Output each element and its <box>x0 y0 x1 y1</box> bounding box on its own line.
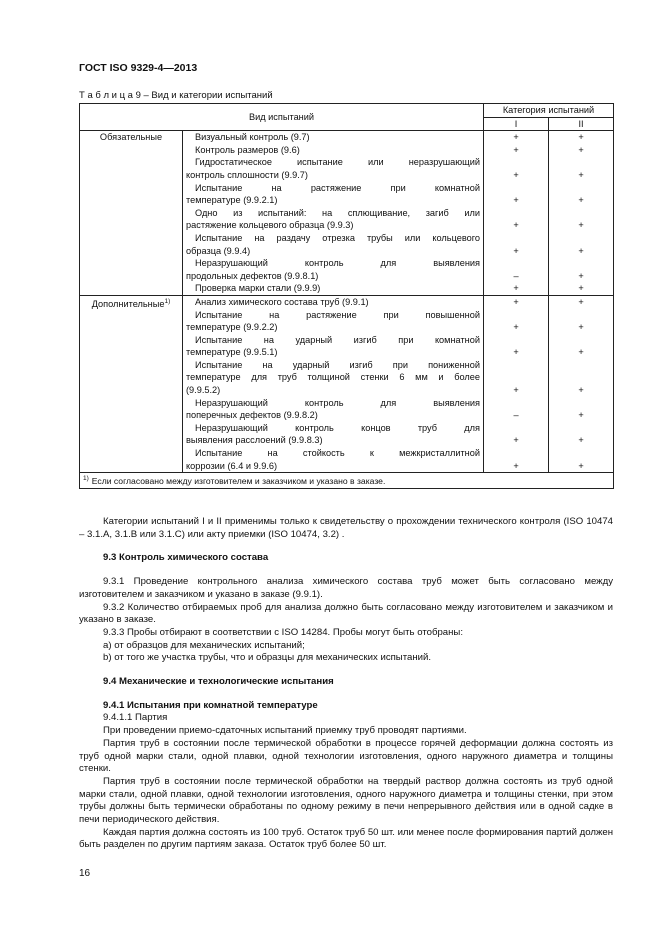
category-1-mark: – <box>484 257 549 282</box>
footnote-row <box>80 473 614 489</box>
test-description-line: Неразрушающий контроль для выявления <box>195 258 480 269</box>
table-row <box>80 295 614 308</box>
test-description-line: Испытание на стойкость к межкристаллитной <box>195 448 480 459</box>
test-description-line: температуре для труб толщиной стенки 6 мм и более <box>186 372 480 383</box>
list-item-b: b) от того же участка трубы, что и образцы для механических испытаний. <box>103 652 432 664</box>
category-2-mark: + <box>549 422 614 447</box>
test-description <box>183 144 484 157</box>
table-header-row-1 <box>80 104 614 118</box>
test-description-line: Анализ химического состава труб (9.9.1) <box>195 296 369 307</box>
tests-table-body <box>80 104 614 489</box>
paragraph-lot-size: Каждая партия должна состоять из 100 труб. Остаток труб 50 шт. или менее после формирования партий должен быть разделен по другим партиям заказа. Остаток труб более 50 шт. <box>79 826 613 851</box>
category-2-mark: + <box>549 182 614 207</box>
category-2-mark: + <box>549 257 614 282</box>
category-1-mark: + <box>484 156 549 181</box>
footnote-text: Если согласовано между изготовителем и заказчиком и указано в заказе. <box>91 476 386 487</box>
category-1-mark: + <box>484 182 549 207</box>
category-1-mark: + <box>484 447 549 473</box>
category-1-mark: – <box>484 397 549 422</box>
test-description <box>183 359 484 397</box>
col-header-category: Категория испытаний <box>484 104 614 118</box>
category-2-mark: + <box>549 447 614 473</box>
section-heading-9-4-1: 9.4.1 Испытания при комнатной температуре <box>103 699 318 711</box>
footnote-mark: 1) <box>83 475 89 483</box>
test-description-line: Неразрушающий контроль концов труб для <box>195 422 480 433</box>
paragraph-9-3-2: 9.3.2 Количество отбираемых проб для анализа должно быть согласовано между изготовителем и заказчиком и указано в заказе. <box>79 601 613 626</box>
category-2-mark: + <box>549 232 614 257</box>
category-2-mark: + <box>549 334 614 359</box>
test-description-line: Контроль размеров (9.6) <box>195 144 300 155</box>
test-description-line: образца (9.9.4) <box>186 245 251 256</box>
category-2-mark: + <box>549 309 614 334</box>
section-heading-9-4: 9.4 Механические и технологические испытания <box>103 676 334 688</box>
table-row <box>80 131 614 144</box>
col-header-cat-2: II <box>549 117 614 131</box>
paragraph-lots: При проведении приемо-сдаточных испытаний приемку труб проводят партиями. <box>103 725 467 737</box>
paragraph-categories: Категории испытаний I и II применимы только к свидетельству о прохождении технического контроля (ISO 10474 – 3.1.А, 3.1.B или 3.1.C) или акту приемки (ISO 10474, 3.2) . <box>79 516 613 540</box>
test-description-line: растяжение кольцевого образца (9.9.3) <box>186 220 354 231</box>
test-description-line: температуре (9.9.2.2) <box>186 322 278 333</box>
test-description-line: Неразрушающий контроль для выявления <box>195 397 480 408</box>
category-2-mark: + <box>549 295 614 308</box>
page-number: 16 <box>79 868 91 879</box>
category-2-mark: + <box>549 144 614 157</box>
group-label-text: Обязательные <box>99 132 163 143</box>
test-description-line: температуре (9.9.2.1) <box>186 195 278 206</box>
footnote-ref: 1) <box>164 297 171 305</box>
test-description <box>183 447 484 473</box>
col-header-type: Вид испытаний <box>80 104 484 131</box>
test-description-line: температуре (9.9.5.1) <box>186 347 278 358</box>
category-1-mark: + <box>484 295 549 308</box>
list-item-a: a) от образцов для механических испытаний; <box>103 639 305 651</box>
category-1-mark: + <box>484 232 549 257</box>
category-1-mark: + <box>484 422 549 447</box>
test-description <box>183 131 484 144</box>
tests-table <box>79 103 614 489</box>
test-description-line: Проверка марки стали (9.9.9) <box>195 283 321 294</box>
col-header-cat-1: I <box>484 117 549 131</box>
test-description <box>183 232 484 257</box>
test-description-line: Визуальный контроль (9.7) <box>195 132 310 143</box>
test-description-line: Испытание на раздачу отрезка трубы или кольцевого <box>195 232 480 243</box>
paragraph-9-3-1: 9.3.1 Проведение контрольного анализа химического состава труб может быть согласовано между изготовителем и заказчиком и указано в заказе (9.9.1). <box>79 576 613 600</box>
section-heading-9-3: 9.3 Контроль химического состава <box>103 552 269 564</box>
group-label-text: Дополнительные <box>91 298 165 309</box>
test-description-line: Испытание на растяжение при повышенной <box>195 309 480 320</box>
test-description-line: Гидростатическое испытание или неразрушающий <box>195 157 480 168</box>
document-header: ГОСТ ISO 9329-4—2013 <box>79 62 198 74</box>
category-2-mark: + <box>549 156 614 181</box>
group-label <box>80 131 183 296</box>
category-2-mark: + <box>549 359 614 397</box>
category-1-mark: + <box>484 334 549 359</box>
test-description-line: Испытание на растяжение при комнатной <box>195 182 480 193</box>
category-1-mark: + <box>484 309 549 334</box>
test-description <box>183 282 484 295</box>
test-description-line: (9.9.5.2) <box>186 385 221 396</box>
test-description-line: коррозии (6.4 и 9.9.6) <box>186 460 278 471</box>
category-2-mark: + <box>549 207 614 232</box>
test-description <box>183 257 484 282</box>
body-text <box>79 516 613 852</box>
test-description <box>183 334 484 359</box>
test-description <box>183 422 484 447</box>
category-2-mark: + <box>549 397 614 422</box>
test-description <box>183 207 484 232</box>
test-description <box>183 309 484 334</box>
category-1-mark: + <box>484 131 549 144</box>
test-description <box>183 295 484 308</box>
category-1-mark: + <box>484 359 549 397</box>
paragraph-9-3-3: 9.3.3 Пробы отбирают в соответствии с ISO 14284. Пробы могут быть отобраны: <box>103 626 463 638</box>
test-description <box>183 182 484 207</box>
test-description-line: выявления расслоений (9.9.8.3) <box>186 435 323 446</box>
test-description-line: продольных дефектов (9.9.8.1) <box>186 270 319 281</box>
category-2-mark: + <box>549 282 614 295</box>
subsection-heading-9-4-1-1: 9.4.1.1 Партия <box>103 712 168 724</box>
test-description <box>183 397 484 422</box>
table-caption: Т а б л и ц а 9 – Вид и категории испытаний <box>79 90 273 101</box>
category-1-mark: + <box>484 144 549 157</box>
test-description-line: Испытание на ударный изгиб при пониженной <box>195 359 480 370</box>
category-2-mark: + <box>549 131 614 144</box>
test-description-line: Одно из испытаний: на сплющивание, загиб или <box>195 207 480 218</box>
group-label <box>80 295 183 472</box>
category-1-mark: + <box>484 282 549 295</box>
test-description-line: Испытание на ударный изгиб при комнатной <box>195 334 480 345</box>
category-1-mark: + <box>484 207 549 232</box>
paragraph-lot-solution: Партия труб в состоянии после термической обработки на твердый раствор должна состоять из труб одной марки стали, одной плавки, одной технологии изготовления, одного наружного диаметра и толщины стенки, при этом трубы должны быть термически обработаны по одному режиму в печи непрерывного действия или в одной садке в печи периодического действия. <box>79 775 613 826</box>
footnote <box>80 473 614 489</box>
test-description <box>183 156 484 181</box>
paragraph-lot-hot: Партия труб в состоянии после термической обработки в процессе горячей деформации должна состоять из труб одной марки стали, одной плавки, одной технологии изготовления, одного наружного диаметра и толщины стенки. <box>79 737 613 775</box>
test-description-line: поперечных дефектов (9.9.8.2) <box>186 410 318 421</box>
test-description-line: контроль сплошности (9.9.7) <box>186 169 308 180</box>
